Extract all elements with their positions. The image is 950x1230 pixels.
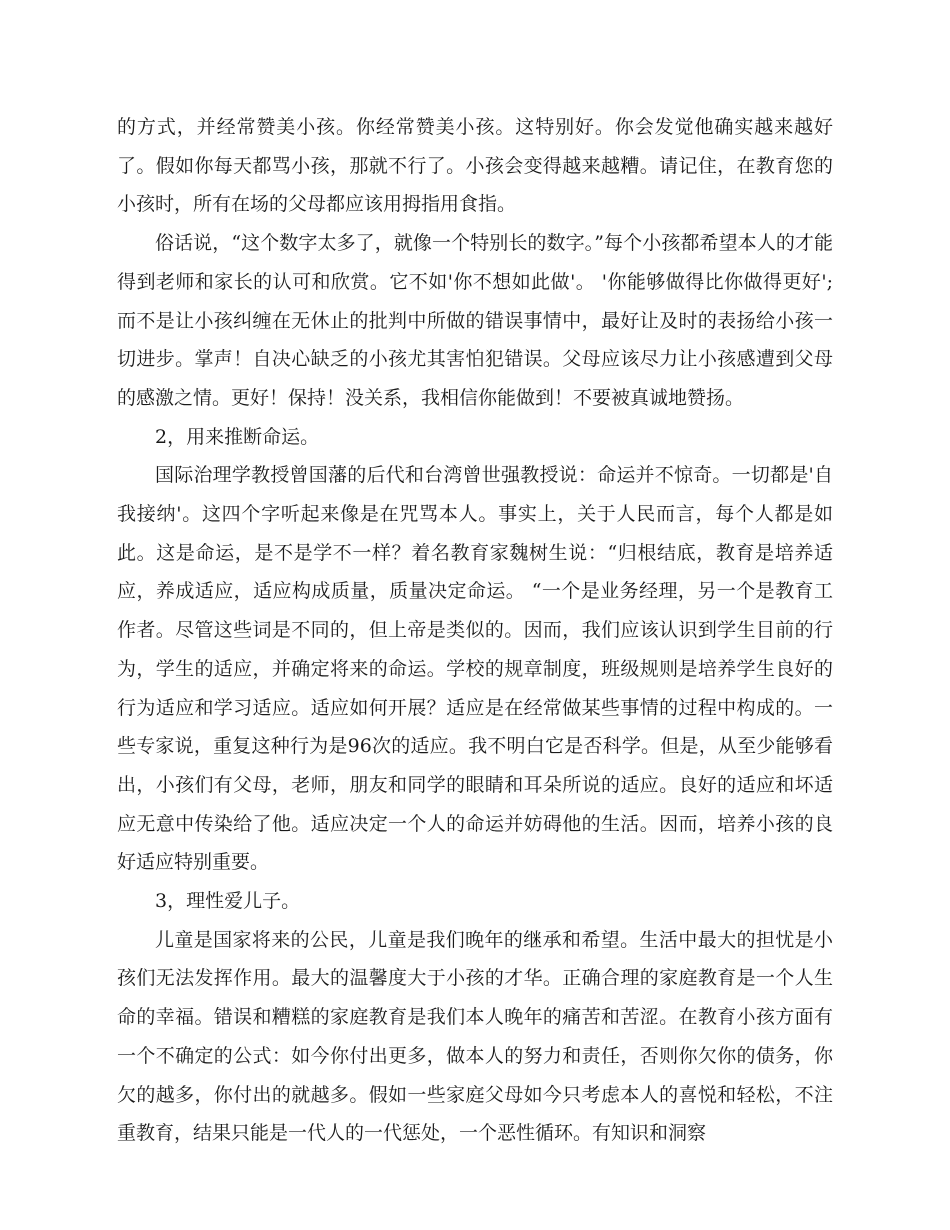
paragraph-3: 国际治理学教授曾国藩的后代和台湾曾世强教授说：命运并不惊奇。一切都是'自我接纳'。这四个字听起来像是在咒骂本人。事实上，关于人民而言，每个人都是如此。这是命运，是不是学不一样？着名教育家魏树生说：“归根结底，教育是培养适应，养成适应，适应构成质量，质量决定命运。 “一个是业务经理，另一个是教育工作者。尽管这些词是不同的，但上帝是类似的。因而，我们应该认识到学生目前的行为，学生的适应，并确定将来的命运。学校的规章制度，班级规则是培养学生良好的行为适应和学习适应。适应如何开展？适应是在经常做某些事情的过程中构成的。一些专家说，重复这种行为是96次的适应。我不明白它是否科学。但是，从至少能够看出，小孩们有父母，老师，朋友和同学的眼睛和耳朵所说的适应。良好的适应和坏适应无意中传染给了他。适应决定一个人的命运并妨碍他的生活。因而，培养小孩的良好适应特别重要。 (117, 464, 833, 874)
paragraph-4: 儿童是国家将来的公民，儿童是我们晚年的继承和希望。生活中最大的担忧是小孩们无法发挥作用。最大的温馨度大于小孩的才华。正确合理的家庭教育是一个人生命的幸福。错误和糟糕的家庭教育是我们本人晚年的痛苦和苦涩。在教育小孩方面有一个不确定的公式：如今你付出更多，做本人的努力和责任，否则你欠你的债务，你欠的越多，你付出的就越多。假如一些家庭父母如今只考虑本人的喜悦和轻松，不注重教育，结果只能是一代人的一代惩处，一个恶性循环。有知识和洞察 (117, 928, 833, 1145)
document-page (117, 108, 833, 1153)
paragraph-1: 的方式，并经常赞美小孩。你经常赞美小孩。这特别好。你会发觉他确实越来越好了。假如你每天都骂小孩，那就不行了。小孩会变得越来越糟。请记住，在教育您的小孩时，所有在场的父母都应该用拇指用食指。 (117, 116, 833, 216)
section-heading-2: 2，用来推断命运。 (155, 425, 320, 448)
section-heading-3: 3，理性爱儿子。 (155, 890, 301, 913)
paragraph-2: 俗话说，“这个数字太多了，就像一个特别长的数字。”每个小孩都希望本人的才能得到老师和家长的认可和欣赏。它不如'你不想如此做'。 '你能够做得比你做得更好';而不是让小孩纠缠在无休止的批判中所做的错误事情中，最好让及时的表扬给小孩一切进步。掌声！自决心缺乏的小孩尤其害怕犯错误。父母应该尽力让小孩感遭到父母的感激之情。更好！保持！没关系，我相信你能做到！不要被真诚地赞扬。 (117, 232, 833, 409)
